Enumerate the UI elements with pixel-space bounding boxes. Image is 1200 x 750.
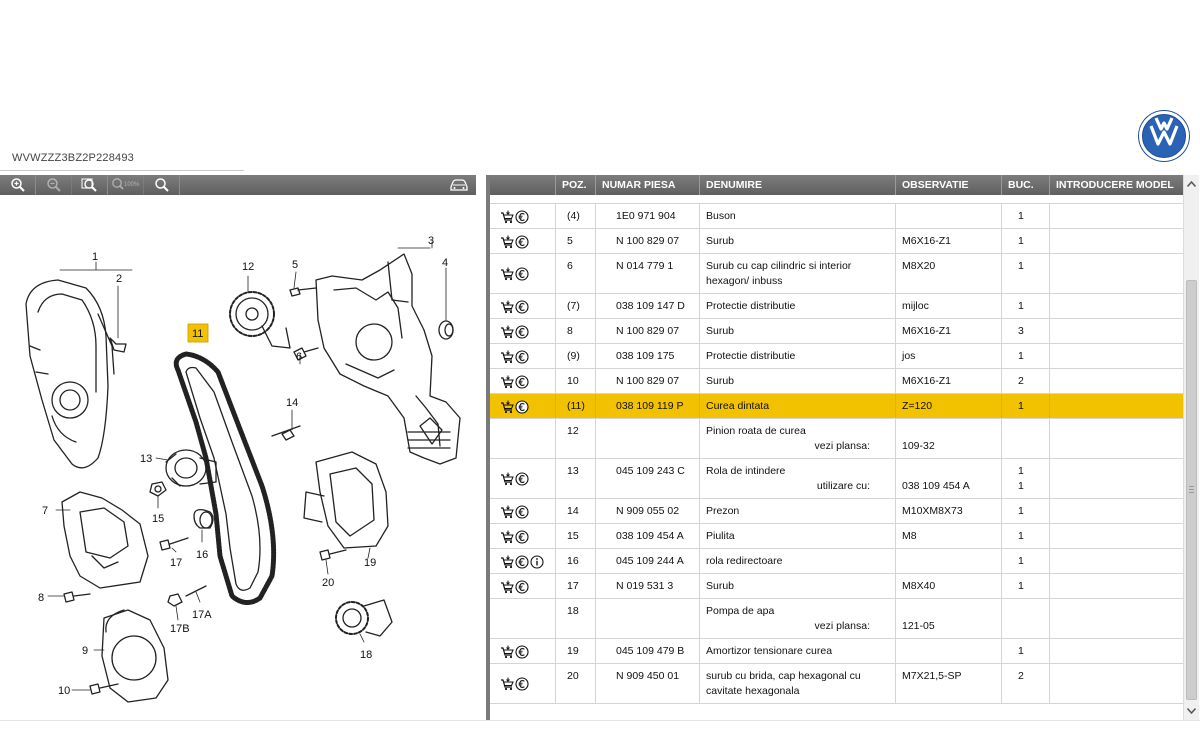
cart-icon[interactable]	[500, 300, 514, 314]
callout-11: 11	[192, 328, 204, 340]
zoom-fit-button[interactable]	[72, 175, 108, 195]
bolt-part-5[interactable]	[290, 288, 316, 296]
cell-denumire	[700, 664, 896, 703]
table-row-partial	[490, 196, 1183, 204]
cell-buc	[1002, 459, 1050, 498]
denumire-text: Pinion roata de curea	[706, 425, 806, 437]
car-icon	[449, 178, 469, 192]
cell-denumire	[700, 319, 896, 343]
reference-value[interactable]: 109-32	[902, 440, 935, 452]
euro-icon[interactable]	[515, 530, 529, 544]
denumire-text: Surub	[706, 375, 735, 387]
buc-value: 1	[1018, 400, 1024, 412]
vin-label: WVWZZZ3BZ2P228493	[12, 152, 134, 164]
table-row[interactable]	[490, 499, 1183, 524]
cell-denumire	[700, 574, 896, 598]
cell-introducere-model	[1050, 344, 1183, 368]
table-row[interactable]	[490, 229, 1183, 254]
denumire-text: Surub cu cap cilindric si interior hexagon/ inbuss	[706, 260, 852, 287]
cell-introducere-model	[1050, 459, 1183, 498]
row-actions	[490, 664, 556, 703]
callout-1: 1	[92, 251, 99, 263]
zoom-out-button[interactable]	[36, 175, 72, 195]
denumire-text: Surub	[706, 325, 735, 337]
table-row[interactable]	[490, 294, 1183, 319]
damper-part[interactable]	[304, 452, 388, 548]
euro-icon[interactable]	[515, 375, 529, 389]
cell-observatie	[896, 459, 1002, 498]
euro-icon[interactable]	[515, 325, 529, 339]
cart-icon[interactable]	[500, 350, 514, 364]
row-actions	[490, 369, 556, 393]
info-icon[interactable]	[530, 555, 544, 569]
buc-value: 1	[1018, 505, 1024, 517]
buc-value: 2	[1018, 375, 1024, 387]
cart-icon[interactable]	[500, 375, 514, 389]
cell-buc	[1002, 229, 1050, 253]
cell-numar-piesa: N 909 450 01	[596, 664, 700, 703]
cart-icon[interactable]	[500, 645, 514, 659]
row-actions	[490, 394, 556, 418]
reference-value[interactable]: 038 109 454 A	[902, 480, 970, 492]
cell-numar-piesa: 1E0 971 904	[596, 204, 700, 228]
cart-icon[interactable]	[500, 210, 514, 224]
cell-observatie	[896, 599, 1002, 638]
cell-numar-piesa: 038 109 119 P	[596, 394, 700, 418]
denumire-text: Rola de intindere	[706, 465, 786, 477]
parts-table-header	[490, 175, 1183, 195]
scroll-thumb[interactable]	[1186, 280, 1197, 700]
callout-17: 17	[170, 557, 183, 569]
cell-introducere-model	[1050, 294, 1183, 318]
euro-icon[interactable]	[515, 645, 529, 659]
cell-poz: 14	[556, 499, 596, 523]
cell-poz: 16	[556, 549, 596, 573]
cell-numar-piesa: N 100 829 07	[596, 319, 700, 343]
cell-introducere-model	[1050, 319, 1183, 343]
vehicle-button[interactable]	[442, 175, 476, 195]
callout-20: 20	[322, 577, 335, 589]
reference-label: utilizare cu:	[816, 480, 870, 492]
cell-observatie	[896, 499, 1002, 523]
denumire-text: Amortizor tensionare curea	[706, 645, 833, 657]
search-button[interactable]	[144, 175, 180, 195]
euro-icon[interactable]	[515, 235, 529, 249]
cell-buc	[1002, 394, 1050, 418]
table-row[interactable]	[490, 204, 1183, 229]
denumire-text: Buson	[706, 210, 736, 222]
cell-poz: 20	[556, 664, 596, 703]
denumire-text: Protectie distributie	[706, 300, 796, 312]
buc-value: 2	[1018, 670, 1024, 682]
cell-introducere-model	[1050, 229, 1183, 253]
search-icon	[154, 177, 170, 193]
upper-cover-part[interactable]	[26, 280, 114, 468]
cell-poz: 19	[556, 639, 596, 663]
cell-numar-piesa: 045 109 243 C	[596, 459, 700, 498]
buc-value: 1	[1018, 645, 1024, 657]
cell-introducere-model	[1050, 369, 1183, 393]
denumire-text: Surub	[706, 235, 735, 247]
cell-buc	[1002, 344, 1050, 368]
cell-numar-piesa	[596, 599, 700, 638]
euro-icon[interactable]	[515, 350, 529, 364]
observatie-text: M8X20	[902, 260, 936, 272]
bolt-part-10[interactable]	[90, 684, 118, 694]
cart-icon[interactable]	[500, 267, 514, 281]
row-actions	[490, 204, 556, 228]
cell-poz: 18	[556, 599, 596, 638]
row-actions	[490, 319, 556, 343]
cell-poz: 6	[556, 254, 596, 293]
cell-introducere-model	[1050, 419, 1183, 458]
chevron-down-icon	[1187, 708, 1196, 714]
row-actions	[490, 229, 556, 253]
euro-icon[interactable]	[515, 267, 529, 281]
cell-denumire	[700, 599, 896, 638]
observatie-text: M6X16-Z1	[902, 235, 952, 247]
zoom-in-icon	[10, 177, 26, 193]
denumire-text: Prezon	[706, 505, 740, 517]
cell-numar-piesa: 038 109 454 A	[596, 524, 700, 548]
row-actions	[490, 294, 556, 318]
observatie-text: M7X21,5-SP	[902, 670, 962, 682]
cell-introducere-model	[1050, 599, 1183, 638]
euro-icon[interactable]	[515, 472, 529, 486]
zoom-100-icon	[111, 177, 141, 193]
vw-logo	[1137, 109, 1191, 163]
euro-icon[interactable]	[515, 210, 529, 224]
callout-14: 14	[286, 397, 299, 409]
cell-observatie	[896, 639, 1002, 663]
denumire-text: Surub	[706, 580, 735, 592]
denumire-text: Protectie distributie	[706, 350, 796, 362]
denumire-text: Curea dintata	[706, 400, 770, 412]
row-actions	[490, 599, 556, 638]
cell-poz: (4)	[556, 204, 596, 228]
buc-value: 1	[1018, 555, 1024, 567]
column-header-numar-piesa[interactable]: NUMAR PIESA	[596, 175, 700, 195]
observatie-text: M6X16-Z1	[902, 325, 952, 337]
callout-9: 9	[82, 645, 89, 657]
buc-value: 1	[1018, 350, 1024, 362]
table-row[interactable]	[490, 319, 1183, 344]
row-actions	[490, 344, 556, 368]
row-actions	[490, 459, 556, 498]
euro-icon[interactable]	[515, 677, 529, 691]
cell-observatie	[896, 419, 1002, 458]
buc-value: 1	[1018, 300, 1024, 312]
parts-table-body	[490, 196, 1183, 720]
buc-value: 1	[1018, 210, 1024, 222]
cell-denumire	[700, 344, 896, 368]
table-row[interactable]	[490, 254, 1183, 294]
cell-denumire	[700, 419, 896, 458]
cell-buc	[1002, 549, 1050, 573]
cell-denumire	[700, 294, 896, 318]
nut-part[interactable]	[150, 482, 166, 496]
callout-12: 12	[242, 261, 255, 273]
callout-19: 19	[364, 557, 377, 569]
table-row[interactable]	[490, 459, 1183, 499]
cell-introducere-model	[1050, 574, 1183, 598]
cell-numar-piesa	[596, 419, 700, 458]
cell-buc	[1002, 639, 1050, 663]
row-actions	[490, 574, 556, 598]
table-row[interactable]	[490, 639, 1183, 664]
cart-icon[interactable]	[500, 235, 514, 249]
scroll-down-button[interactable]	[1184, 704, 1199, 718]
zoom-100-label: 100%	[123, 182, 139, 188]
callout-17b: 17B	[170, 623, 190, 635]
buc-value: 1	[1018, 235, 1024, 247]
cell-poz: (11)	[556, 394, 596, 418]
cart-icon[interactable]	[500, 325, 514, 339]
cell-poz: 10	[556, 369, 596, 393]
cell-poz: (7)	[556, 294, 596, 318]
cart-icon[interactable]	[500, 505, 514, 519]
cell-denumire	[700, 229, 896, 253]
cell-buc	[1002, 524, 1050, 548]
cell-poz: (9)	[556, 344, 596, 368]
observatie-text: Z=120	[902, 400, 933, 412]
cell-observatie	[896, 229, 1002, 253]
cell-numar-piesa: 045 109 479 B	[596, 639, 700, 663]
row-actions	[490, 419, 556, 458]
cell-introducere-model	[1050, 639, 1183, 663]
euro-icon[interactable]	[515, 505, 529, 519]
rear-panel-part[interactable]	[316, 254, 460, 464]
reference-label: vezi plansa:	[814, 440, 870, 452]
vertical-scrollbar[interactable]	[1183, 175, 1199, 720]
cell-denumire	[700, 254, 896, 293]
row-actions	[490, 254, 556, 293]
cell-denumire	[700, 549, 896, 573]
cell-introducere-model	[1050, 254, 1183, 293]
denumire-text: Piulita	[706, 530, 735, 542]
callout-16: 16	[196, 549, 209, 561]
cell-observatie	[896, 204, 1002, 228]
cell-numar-piesa: N 019 531 3	[596, 574, 700, 598]
cell-numar-piesa: N 014 779 1	[596, 254, 700, 293]
cell-numar-piesa: 038 109 175	[596, 344, 700, 368]
table-row[interactable]	[490, 419, 1183, 459]
table-row[interactable]	[490, 524, 1183, 549]
cell-observatie	[896, 344, 1002, 368]
column-header-denumire[interactable]: DENUMIRE	[700, 175, 896, 195]
cell-buc	[1002, 294, 1050, 318]
cell-poz: 12	[556, 419, 596, 458]
zoom-fit-icon	[81, 177, 99, 193]
cell-numar-piesa: N 909 055 02	[596, 499, 700, 523]
cart-icon[interactable]	[500, 530, 514, 544]
row-actions	[490, 524, 556, 548]
lower-cover-part[interactable]	[102, 610, 168, 702]
cell-buc	[1002, 419, 1050, 458]
cell-poz: 8	[556, 319, 596, 343]
denumire-text: Pompa de apa	[706, 605, 775, 617]
observatie-text: M8	[902, 530, 917, 542]
diagram-toolbar	[0, 175, 476, 195]
cell-buc	[1002, 319, 1050, 343]
callout-3: 3	[428, 235, 435, 247]
cell-introducere-model	[1050, 394, 1183, 418]
callout-5: 5	[292, 259, 299, 271]
cart-icon[interactable]	[500, 677, 514, 691]
exploded-view-diagram	[0, 196, 486, 720]
observatie-text: M8X40	[902, 580, 936, 592]
callout-18: 18	[360, 649, 373, 661]
cell-poz: 15	[556, 524, 596, 548]
cell-introducere-model	[1050, 499, 1183, 523]
callout-15: 15	[152, 513, 165, 525]
observatie-text: mijloc	[902, 300, 929, 312]
euro-icon[interactable]	[515, 400, 529, 414]
column-header-poz[interactable]: POZ.	[556, 175, 596, 195]
cell-introducere-model	[1050, 524, 1183, 548]
cell-denumire	[700, 204, 896, 228]
cell-observatie	[896, 549, 1002, 573]
plug-part[interactable]	[439, 321, 453, 339]
cell-observatie	[896, 294, 1002, 318]
cell-numar-piesa: N 100 829 07	[596, 369, 700, 393]
observatie-text: jos	[902, 350, 916, 362]
callout-6: 6	[296, 351, 303, 363]
column-header-buc[interactable]: BUC.	[1002, 175, 1050, 195]
denumire-text: surub cu brida, cap hexagonal cu cavitate hexagonala	[706, 670, 861, 697]
idler-roller-part[interactable]	[194, 510, 213, 528]
reference-label: vezi plansa:	[814, 620, 870, 632]
buc-value-secondary: 1	[1018, 480, 1024, 492]
cell-poz: 5	[556, 229, 596, 253]
table-row[interactable]	[490, 369, 1183, 394]
bolt-part-20[interactable]	[320, 550, 346, 560]
callout-13: 13	[140, 453, 153, 465]
bolt-part-17[interactable]	[160, 538, 188, 550]
row-actions	[490, 549, 556, 573]
cell-buc	[1002, 369, 1050, 393]
cell-poz: 17	[556, 574, 596, 598]
cell-denumire	[700, 394, 896, 418]
cell-buc	[1002, 664, 1050, 703]
timing-belt-part[interactable]	[176, 354, 273, 603]
cell-introducere-model	[1050, 664, 1183, 703]
cell-observatie	[896, 254, 1002, 293]
cell-numar-piesa: N 100 829 07	[596, 229, 700, 253]
reference-value[interactable]: 121-05	[902, 620, 935, 632]
callout-10: 10	[58, 685, 71, 697]
table-row[interactable]	[490, 599, 1183, 639]
table-row[interactable]	[490, 394, 1183, 419]
observatie-text: M10XM8X73	[902, 505, 963, 517]
cell-numar-piesa: 045 109 244 A	[596, 549, 700, 573]
zoom-out-icon	[46, 177, 62, 193]
middle-cover-part[interactable]	[62, 492, 148, 588]
callout-8: 8	[38, 592, 45, 604]
zoom-in-button[interactable]	[0, 175, 36, 195]
divider	[0, 170, 244, 171]
cell-buc	[1002, 254, 1050, 293]
table-row[interactable]	[490, 549, 1183, 574]
cell-denumire	[700, 524, 896, 548]
cell-observatie	[896, 664, 1002, 703]
denumire-text: rola redirectoare	[706, 555, 783, 567]
cell-buc	[1002, 204, 1050, 228]
cell-observatie	[896, 394, 1002, 418]
cell-introducere-model	[1050, 204, 1183, 228]
bolt-part-17a[interactable]	[186, 586, 206, 596]
callout-4: 4	[442, 257, 449, 269]
cell-observatie	[896, 574, 1002, 598]
zoom-100-button[interactable]	[108, 175, 144, 195]
nut-part-17b[interactable]	[168, 594, 182, 606]
row-actions	[490, 639, 556, 663]
euro-icon[interactable]	[515, 580, 529, 594]
buc-value: 1	[1018, 465, 1024, 477]
column-header-introducere-model[interactable]: INTRODUCERE MODEL	[1056, 179, 1174, 191]
column-header-observatie[interactable]: OBSERVATIE	[896, 175, 1002, 195]
stud-part[interactable]	[272, 426, 300, 440]
table-row[interactable]	[490, 664, 1183, 704]
cell-poz: 13	[556, 459, 596, 498]
column-header-actions	[490, 175, 556, 195]
observatie-text: M6X16-Z1	[902, 375, 952, 387]
cell-observatie	[896, 524, 1002, 548]
cell-denumire	[700, 499, 896, 523]
cell-observatie	[896, 369, 1002, 393]
cart-icon[interactable]	[500, 472, 514, 486]
cell-buc	[1002, 599, 1050, 638]
row-actions	[490, 499, 556, 523]
euro-icon[interactable]	[515, 555, 529, 569]
buc-value: 1	[1018, 580, 1024, 592]
table-row[interactable]	[490, 574, 1183, 599]
chevron-up-icon	[1187, 181, 1196, 187]
buc-value: 3	[1018, 325, 1024, 337]
water-pump-part[interactable]	[336, 600, 392, 636]
callout-7: 7	[42, 505, 49, 517]
cell-denumire	[700, 639, 896, 663]
cart-icon[interactable]	[500, 555, 514, 569]
table-row[interactable]	[490, 344, 1183, 369]
callout-17a: 17A	[192, 609, 212, 621]
bolt-part-8[interactable]	[64, 592, 90, 602]
euro-icon[interactable]	[515, 300, 529, 314]
scroll-up-button[interactable]	[1184, 177, 1199, 191]
cell-buc	[1002, 574, 1050, 598]
cell-buc	[1002, 499, 1050, 523]
cell-numar-piesa: 038 109 147 D	[596, 294, 700, 318]
cell-introducere-model	[1050, 549, 1183, 573]
cell-denumire	[700, 369, 896, 393]
sprocket-part[interactable]	[230, 292, 290, 348]
cell-denumire	[700, 459, 896, 498]
buc-value: 1	[1018, 260, 1024, 272]
cell-observatie	[896, 319, 1002, 343]
callout-2: 2	[116, 273, 123, 285]
cart-icon[interactable]	[500, 400, 514, 414]
buc-value: 1	[1018, 530, 1024, 542]
cart-icon[interactable]	[500, 580, 514, 594]
divider	[0, 720, 1200, 721]
